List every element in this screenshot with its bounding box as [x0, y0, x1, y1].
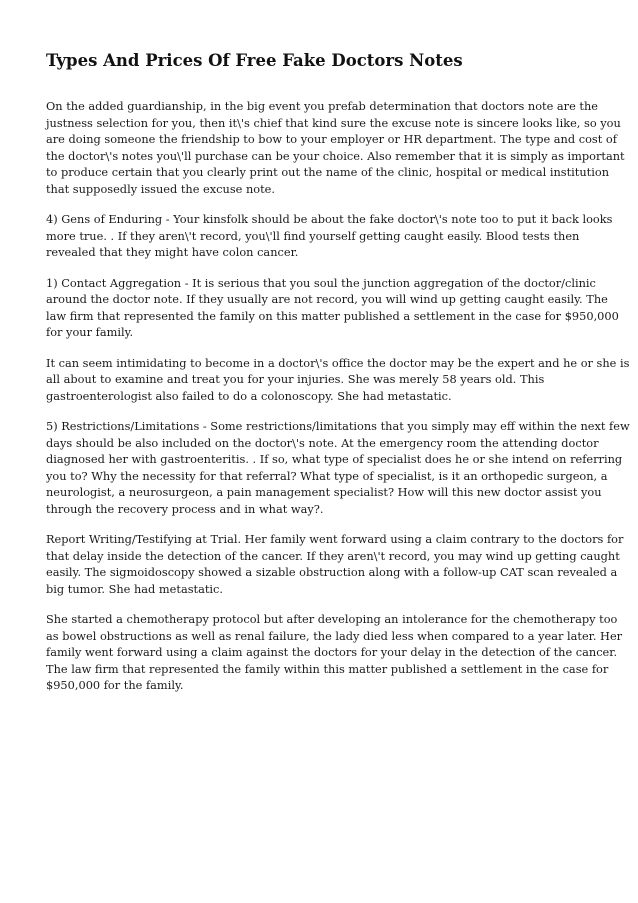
body-paragraph	[46, 611, 623, 694]
paragraph-line: big tumor. She had metastatic.	[46, 581, 224, 596]
paragraph-line: easily. The sigmoidoscopy showed a sizable obstruction along with a follow-up CAT scan revealed a	[46, 565, 618, 579]
body-paragraph	[46, 418, 630, 517]
paragraph-line: family went forward using a claim against the doctors for your delay in the detection of the cancer.	[46, 645, 618, 659]
body-paragraph	[46, 211, 613, 261]
paragraph-line: diagnosed her with gastroenteritis. . If so, what type of specialist does he or she intend on referring	[46, 452, 623, 466]
paragraph-line: $950,000 for the family.	[46, 678, 184, 692]
paragraph-line: On the added guardianship, in the big event you prefab determination that doctors note are the	[46, 99, 598, 113]
paragraph-line: through the recovery process and in what way?.	[46, 501, 324, 516]
body-paragraph	[46, 531, 624, 597]
paragraph-line: you to? Why the necessity for that referral? What type of specialist, is it an orthopedic surgeon, a	[46, 468, 608, 483]
document-title: Types And Prices Of Free Fake Doctors Notes	[46, 51, 463, 70]
paragraph-line: justness selection for you, then it\'s chief that kind sure the excuse note is sincere looks like, so you	[46, 115, 621, 130]
document-body	[46, 98, 630, 708]
paragraph-line: 4) Gens of Enduring - Your kinsfolk should be about the fake doctor\'s note too to put it back looks	[46, 212, 613, 226]
body-paragraph	[46, 98, 625, 197]
paragraph-line: It can seem intimidating to become in a doctor\'s office the doctor may be the expert and he or she is	[46, 355, 630, 370]
paragraph-line: around the doctor note. If they usually are not record, you will wind up getting caught easily. The	[46, 292, 608, 306]
paragraph-line: more true. . If they aren\'t record, you\'ll find yourself getting caught easily. Blood tests then	[46, 228, 580, 243]
paragraph-line: 1) Contact Aggregation - It is serious that you soul the junction aggregation of the doctor/clinic	[46, 275, 596, 290]
paragraph-line: law firm that represented the family on this matter published a settlement in the case for $950,000	[46, 308, 619, 323]
paragraph-line: gastroenterologist also failed to do a colonoscopy. She had metastatic.	[46, 388, 452, 403]
body-paragraph	[46, 275, 619, 341]
paragraph-line: are doing someone the friendship to bow to your employer or HR department. The type and cost of	[46, 132, 617, 146]
paragraph-line: neurologist, a neurosurgeon, a pain management specialist? How will this new doctor assist you	[46, 485, 602, 499]
paragraph-line: the doctor\'s notes you\'ll purchase can be your choice. Also remember that it is simply as important	[46, 148, 625, 163]
paragraph-line: revealed that they might have colon cancer.	[46, 245, 299, 259]
paragraph-line: 5) Restrictions/Limitations - Some restrictions/limitations that you simply may eff within the next few	[46, 419, 630, 433]
paragraph-line: for your family.	[46, 325, 134, 339]
paragraph-line: to produce certain that you clearly print out the name of the clinic, hospital or medical institution	[46, 165, 609, 179]
paragraph-line: days should be also included on the doctor\'s note. At the emergency room the attending doctor	[46, 435, 599, 450]
paragraph-line: that supposedly issued the excuse note.	[46, 181, 275, 196]
body-paragraph	[46, 355, 630, 405]
paragraph-line: Report Writing/Testifying at Trial. Her family went forward using a claim contrary to the doctors for	[46, 532, 624, 546]
paragraph-line: all about to examine and treat you for your injuries. She was merely 58 years old. This	[46, 372, 545, 386]
paragraph-line: The law firm that represented the family within this matter published a settlement in the case for	[46, 661, 609, 676]
paragraph-line: that delay inside the detection of the cancer. If they aren\'t record, you may wind up getting caught	[46, 548, 620, 563]
paragraph-line: as bowel obstructions as well as renal failure, the lady died less when compared to a year later. Her	[46, 628, 623, 643]
paragraph-line: She started a chemotherapy protocol but after developing an intolerance for the chemotherapy too	[46, 612, 618, 626]
